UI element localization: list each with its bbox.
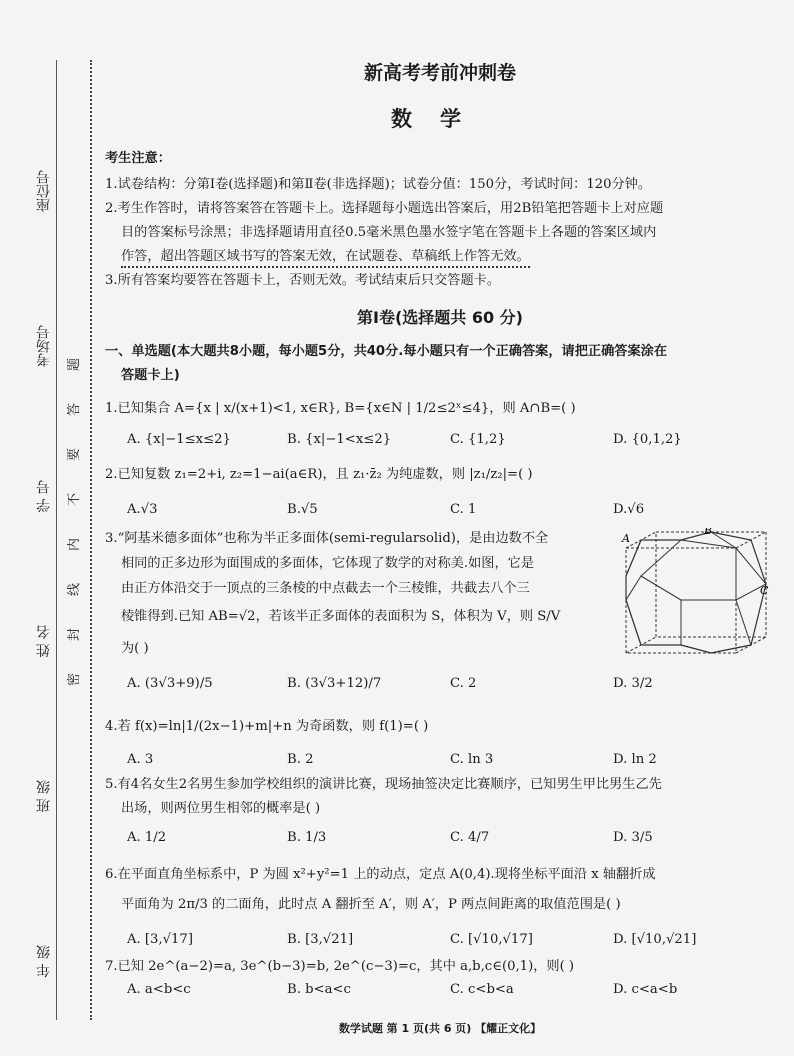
q6-option-b: B. [3,√21]	[287, 932, 354, 947]
field-seat-number: 座位号	[36, 170, 52, 212]
seal-char: 线	[67, 582, 83, 597]
question-1-stem: 1.已知集合 A={x | x/(x+1)<1, x∈R}, B={x∈N | 1/2≤2ˣ≤4}，则 A∩B=( )	[105, 401, 576, 416]
q1-option-c: C. {1,2}	[450, 432, 506, 447]
question-5-line: 5.有4名女生2名男生参加学校组织的演讲比赛，现场抽签决定比赛顺序，已知男生甲比男生乙先	[105, 777, 662, 792]
section-intro: 一、单选题(本大题共8小题，每小题5分，共40分.每小题只有一个正确答案，请把正确答案涂在	[105, 344, 668, 359]
vertex-label-a: A	[622, 532, 630, 545]
question-6-line: 6.在平面直角坐标系中，P 为圆 x²+y²=1 上的动点，定点 A(0,4).现将坐标平面沿 x 轴翻折成	[105, 867, 656, 882]
q4-option-b: B. 2	[287, 752, 314, 767]
field-name: 姓 名	[36, 625, 52, 658]
question-4-stem: 4.若 f(x)=ln|1/(2x−1)+m|+n 为奇函数，则 f(1)=( )	[105, 719, 429, 734]
seal-char: 不	[67, 492, 83, 507]
seal-char: 内	[67, 537, 83, 552]
notice-line: 目的答案标号涂黑；非选择题请用直径0.5毫米黑色墨水签字笔在答题卡上各题的答案区域内	[121, 225, 657, 240]
binding-line	[56, 60, 57, 1020]
seal-char: 要	[67, 447, 83, 462]
q4-option-d: D. ln 2	[613, 752, 657, 767]
q2-option-a: A.√3	[127, 502, 158, 517]
question-3-line: 相同的正多边形为面围成的多面体，它体现了数学的对称美.如图，它是	[121, 556, 535, 571]
seal-char: 封	[67, 627, 83, 642]
q5-option-b: B. 1/3	[287, 830, 327, 845]
notice-line: 2.考生作答时，请将答案答在答题卡上。选择题每小题选出答案后，用2B铅笔把答题卡上对应题	[105, 201, 664, 216]
q6-option-a: A. [3,√17]	[127, 932, 193, 947]
q1-option-b: B. {x|−1<x≤2}	[287, 432, 392, 447]
seal-dashed-line	[90, 60, 92, 1020]
q2-option-d: D.√6	[613, 502, 645, 517]
q4-option-a: A. 3	[127, 752, 154, 767]
q2-option-b: B.√5	[287, 502, 318, 517]
q4-option-c: C. ln 3	[450, 752, 494, 767]
question-3-line: 棱锥得到.已知 AB=√2，若该半正多面体的表面积为 S，体积为 V，则 S/V	[121, 609, 561, 624]
field-exam-room: 考场号	[36, 325, 52, 367]
subject-title: 数学	[391, 107, 489, 131]
q1-option-a: A. {x|−1≤x≤2}	[127, 432, 231, 447]
notice-heading: 考生注意：	[105, 151, 171, 166]
question-5-line: 出场，则两位男生相邻的概率是( )	[121, 801, 321, 816]
q7-option-b: B. b<a<c	[287, 982, 351, 997]
vertex-label-b: B	[704, 528, 713, 537]
polyhedron-figure	[620, 528, 772, 658]
vertex-label-c: C	[760, 584, 769, 597]
field-student-id: 学 号	[36, 480, 52, 513]
seal-char: 题	[67, 357, 83, 372]
q5-option-c: C. 4/7	[450, 830, 490, 845]
notice-line: 3.所有答案均要答在答题卡上，否则无效。考试结束后只交答题卡。	[105, 273, 501, 288]
q5-option-a: A. 1/2	[127, 830, 167, 845]
q3-option-b: B. (3√3+12)/7	[287, 676, 382, 691]
section-intro: 答题卡上)	[121, 368, 180, 383]
notice-line: 1.试卷结构：分第Ⅰ卷(选择题)和第Ⅱ卷(非选择题)；试卷分值：150分，考试时间：120分钟。	[105, 177, 652, 192]
q6-option-c: C. [√10,√17]	[450, 932, 533, 947]
notice-line-emphasis: 作答，超出答题区域书写的答案无效，在试题卷、草稿纸上作答无效。	[121, 248, 530, 268]
section-title: 第Ⅰ卷(选择题共 60 分)	[357, 308, 523, 327]
field-grade: 年 级	[36, 945, 52, 978]
question-6-line: 平面角为 2π/3 的二面角，此时点 A 翻折至 A′，则 A′，P 两点间距离的取值范围是( )	[121, 897, 621, 912]
q3-option-d: D. 3/2	[613, 676, 653, 691]
question-3-line: 为( )	[121, 641, 149, 656]
polyhedron-diagram	[620, 528, 772, 658]
q3-option-a: A. (3√3+9)/5	[127, 676, 213, 691]
page-footer: 数学试题 第 1 页(共 6 页) 【耀正文化】	[338, 1022, 542, 1035]
question-2-stem: 2.已知复数 z₁=2+i, z₂=1−ai(a∈R)，且 z₁·z̄₂ 为纯虚数，则 |z₁/z₂|=( )	[105, 467, 533, 482]
exam-page	[105, 0, 775, 1056]
seal-char: 密	[67, 672, 83, 687]
q3-option-c: C. 2	[450, 676, 477, 691]
q1-option-d: D. {0,1,2}	[613, 432, 682, 447]
field-class: 班 级	[36, 780, 52, 813]
q7-option-c: C. c<b<a	[450, 982, 514, 997]
q6-option-d: D. [√10,√21]	[613, 932, 697, 947]
q7-option-d: D. c<a<b	[613, 982, 678, 997]
q7-option-a: A. a<b<c	[127, 982, 191, 997]
binding-margin	[0, 0, 98, 1056]
question-3-line: 3.“阿基米德多面体”也称为半正多面体(semi-regularsolid)，是由边数不全	[105, 531, 549, 546]
q5-option-d: D. 3/5	[613, 830, 653, 845]
seal-char: 答	[67, 402, 83, 417]
q2-option-c: C. 1	[450, 502, 477, 517]
exam-title: 新高考考前冲刺卷	[363, 62, 516, 84]
question-3-line: 由正方体沿交于一顶点的三条棱的中点截去一个三棱锥，共截去八个三	[121, 581, 530, 596]
question-7-stem: 7.已知 2e^(a−2)=a, 3e^(b−3)=b, 2e^(c−3)=c，其中 a,b,c∈(0,1)，则( )	[105, 959, 575, 974]
